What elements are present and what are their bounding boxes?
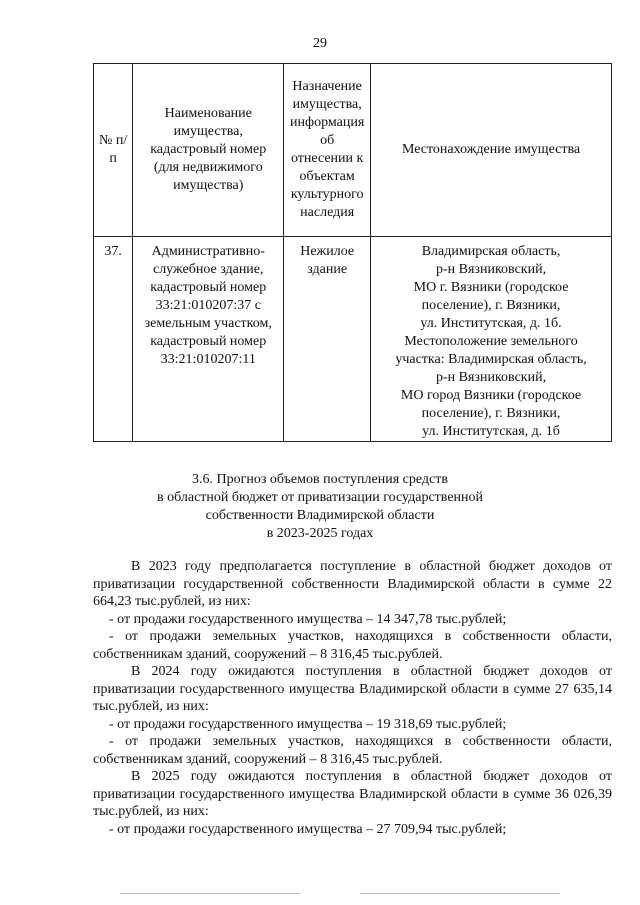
cell-line: Административно- bbox=[151, 244, 265, 259]
section-title-line: собственности Владимирской области bbox=[205, 508, 435, 523]
cell-line: Местоположение земельного bbox=[404, 334, 578, 349]
cell-line: Владимирская область, bbox=[421, 244, 561, 259]
row-location bbox=[371, 237, 612, 442]
cell-line: ул. Институтская, д. 1б. bbox=[420, 316, 562, 331]
body-text bbox=[93, 558, 612, 838]
cell-line: участка: Владимирская область, bbox=[395, 352, 587, 367]
cell-line: информация bbox=[290, 115, 365, 130]
cell-line: отнесении к bbox=[290, 151, 364, 166]
cell-line: поселение), г. Вязники, bbox=[421, 298, 561, 313]
cell-line: 33:21:010207:37 с bbox=[155, 298, 261, 313]
header-location: Местонахождение имущества bbox=[371, 64, 612, 237]
cell-line: 33:21:010207:11 bbox=[160, 352, 256, 367]
cell-line: имущества, bbox=[292, 97, 362, 112]
list-item: - от продажи земельных участков, находящихся в собственности области, собственникам зданий, сооружений – 8 316,45 тыс.рублей. bbox=[93, 629, 612, 662]
scan-artifact-line bbox=[360, 893, 560, 894]
cell-line: поселение), г. Вязники, bbox=[421, 406, 561, 421]
list-item: - от продажи государственного имущества – 14 347,78 тыс.рублей; bbox=[109, 611, 507, 627]
cell-line: ул. Институтская, д. 1б bbox=[422, 424, 560, 439]
cell-line: Нежилое bbox=[300, 244, 355, 259]
header-name bbox=[133, 64, 284, 237]
cell-line: об bbox=[320, 133, 335, 148]
cell-line: имущества, bbox=[173, 124, 243, 139]
page-number: 29 bbox=[313, 36, 327, 51]
list-item: - от продажи государственного имущества – 27 709,94 тыс.рублей; bbox=[109, 821, 507, 837]
header-purpose bbox=[284, 64, 371, 237]
row-name bbox=[133, 237, 284, 442]
list-item: - от продажи земельных участков, находящихся в собственности области, собственникам зданий, сооружений – 8 316,45 тыс.рублей. bbox=[93, 734, 612, 767]
list-item: - от продажи государственного имущества – 19 318,69 тыс.рублей; bbox=[109, 716, 507, 732]
table-row bbox=[94, 237, 612, 442]
cell-line: служебное здание, bbox=[152, 262, 264, 277]
row-number: 37. bbox=[94, 237, 133, 442]
cell-line: Назначение bbox=[292, 79, 362, 94]
scan-artifact-line bbox=[120, 893, 300, 894]
cell-line: объектам bbox=[299, 169, 355, 184]
section-title-line: в 2023-2025 годах bbox=[266, 526, 374, 541]
paragraph-2024: В 2024 году ожидаются поступления в областной бюджет доходов от приватизации государственного имущества Владимирской области в сумме 27 635,14 тыс.рублей, из них: bbox=[93, 664, 612, 714]
cell-line: наследия bbox=[300, 205, 355, 220]
property-table bbox=[93, 63, 612, 442]
cell-line: кадастровый номер bbox=[150, 334, 267, 349]
section-title-line: в областной бюджет от приватизации государственной bbox=[156, 490, 484, 505]
cell-line: имущества) bbox=[173, 178, 244, 193]
paragraph-2025: В 2025 году ожидаются поступления в областной бюджет доходов от приватизации государственного имущества Владимирской области в сумме 36 026,39 тыс.рублей, из них: bbox=[93, 769, 612, 819]
cell-line: культурного bbox=[290, 187, 364, 202]
section-title bbox=[0, 471, 640, 543]
cell-line: р-н Вязниковский, bbox=[436, 370, 547, 385]
cell-line: р-н Вязниковский, bbox=[436, 262, 547, 277]
paragraph-2023: В 2023 году предполагается поступление в областной бюджет доходов от приватизации государственной собственности Владимирской области в сумме 22 664,23 тыс.рублей, из них: bbox=[93, 559, 612, 609]
table-header-row bbox=[94, 64, 612, 237]
section-title-line: 3.6. Прогноз объемов поступления средств bbox=[192, 472, 448, 487]
cell-line: земельным участком, bbox=[144, 316, 272, 331]
cell-line: МО город Вязники (городское bbox=[400, 388, 582, 403]
cell-line: Наименование bbox=[164, 106, 252, 121]
cell-line: здание bbox=[307, 262, 348, 277]
cell-line: (для недвижимого bbox=[153, 160, 263, 175]
cell-line: кадастровый номер bbox=[150, 142, 267, 157]
cell-line: кадастровый номер bbox=[150, 280, 267, 295]
header-number: № п/п bbox=[94, 64, 133, 237]
row-purpose bbox=[284, 237, 371, 442]
cell-line: МО г. Вязники (городское bbox=[413, 280, 569, 295]
